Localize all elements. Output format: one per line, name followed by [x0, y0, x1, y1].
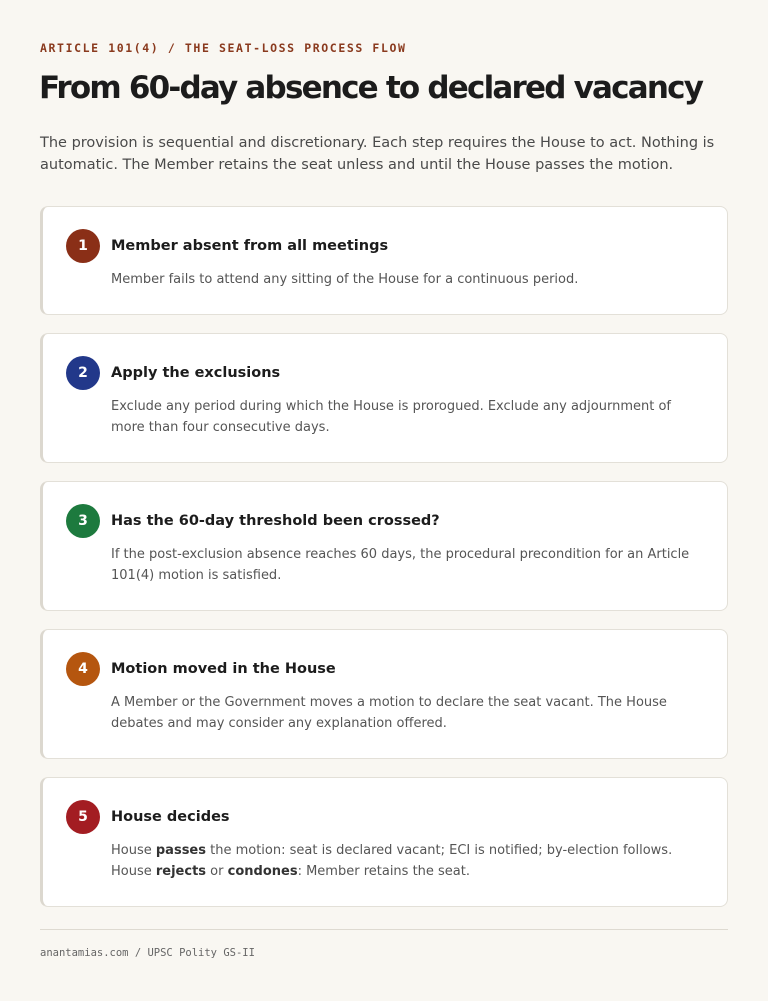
emphasis-condones: condones: [227, 864, 298, 879]
step-description: If the post-exclusion absence reaches 60 days, the procedural precondition for an Article 101(4) motion is satisfied.: [111, 547, 690, 583]
step-title: Has the 60-day threshold been crossed?: [111, 513, 440, 529]
step-number-badge: 2: [66, 356, 100, 390]
footer-credit: anantamias.com / UPSC Polity GS-II: [40, 947, 255, 959]
process-steps: [40, 206, 728, 925]
text-run: or: [206, 864, 228, 879]
page-title: From 60-day absence to declared vacancy: [39, 70, 703, 106]
text-run: : Member retains the seat.: [297, 864, 471, 879]
step-card: [40, 481, 728, 611]
text-run: House: [111, 843, 156, 858]
emphasis-rejects: rejects: [155, 864, 207, 879]
intro-paragraph: The provision is sequential and discretionary. Each step requires the House to act. Nothing is automatic. The Member retains the seat unless and until the House passes the motion.: [40, 135, 715, 173]
emphasis-passes: passes: [155, 843, 206, 858]
eyebrow-label: ARTICLE 101(4) / THE SEAT-LOSS PROCESS FLOW: [40, 41, 407, 55]
step-title: Motion moved in the House: [111, 661, 336, 677]
step-card: [40, 333, 728, 463]
step-description: Member fails to attend any sitting of the House for a continuous period.: [111, 272, 579, 287]
step-card: [40, 777, 728, 907]
step-number-badge: 1: [66, 229, 100, 263]
footer-divider: [40, 929, 728, 930]
step-number-badge: 4: [66, 652, 100, 686]
step-card: [40, 206, 728, 315]
step-description: [111, 840, 703, 882]
step-number-badge: 5: [66, 800, 100, 834]
step-title: Apply the exclusions: [111, 365, 281, 381]
step-number-badge: 3: [66, 504, 100, 538]
step-description: A Member or the Government moves a motion to declare the seat vacant. The House debates and may consider any explanation offered.: [111, 695, 667, 731]
text-run: the motion: seat is declared vacant; ECI is notified; by-election follows. House: [111, 843, 673, 879]
step-title: Member absent from all meetings: [111, 238, 389, 254]
step-description: Exclude any period during which the House is prorogued. Exclude any adjournment of more than four consecutive days.: [111, 399, 671, 435]
step-card: [40, 629, 728, 759]
step-title: House decides: [111, 809, 230, 825]
